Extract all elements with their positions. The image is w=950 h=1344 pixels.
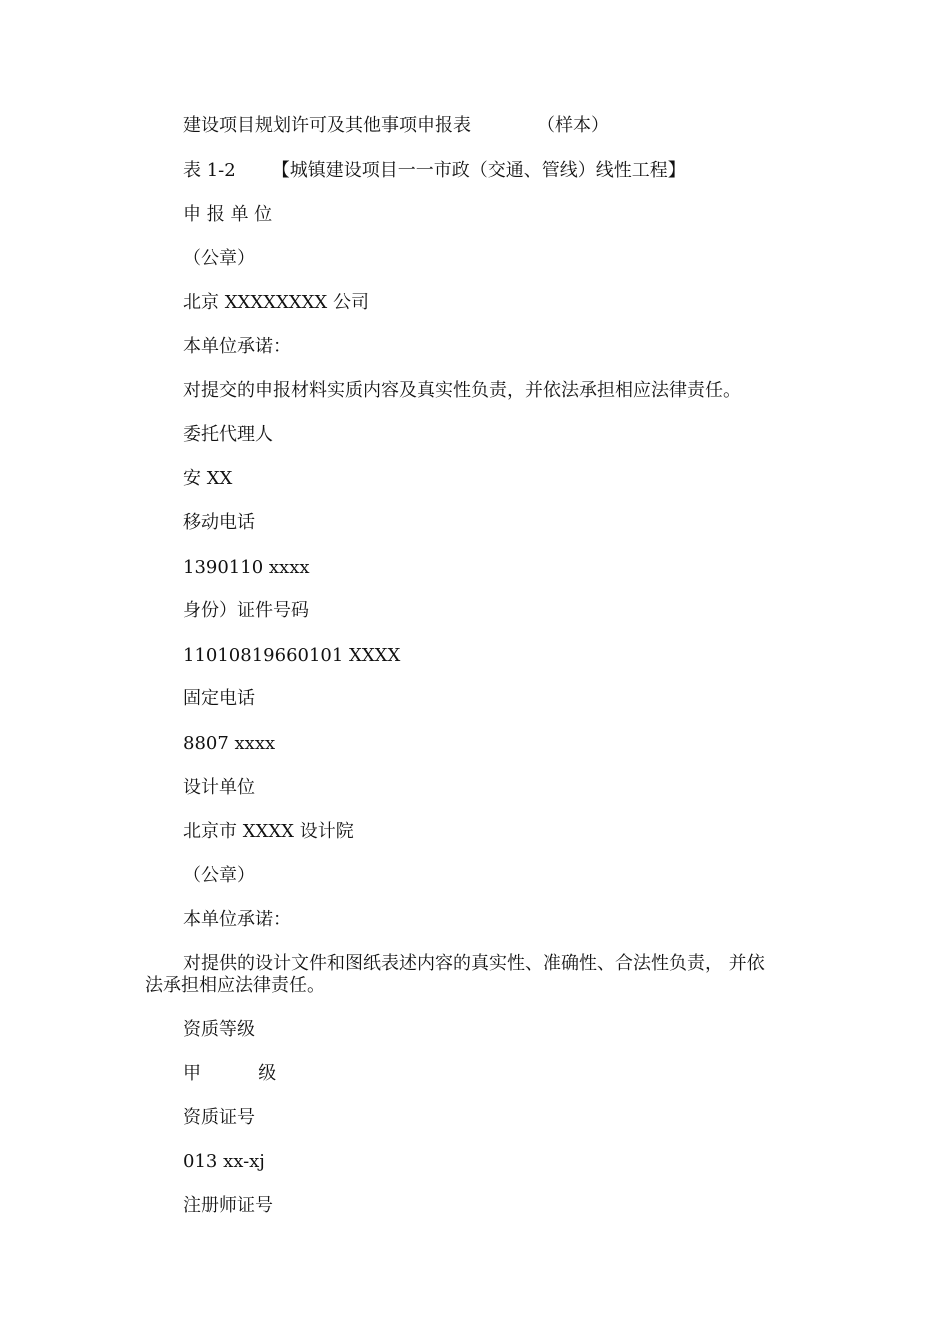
id-label: 身份）证件号码 <box>183 600 309 621</box>
design-unit-name: 北京市 XXXX 设计院 <box>183 821 354 842</box>
landline-value: 8807 xxxx <box>183 733 276 754</box>
applicant-pledge-text: 对提交的申报材料实质内容及真实性负责，并依法承担相应法律责任。 <box>183 380 741 401</box>
design-unit-label: 设计单位 <box>183 777 255 798</box>
form-title-line <box>183 115 609 137</box>
design-seal: （公章） <box>183 865 255 886</box>
design-pledge-line2: 法承担相应法律责任。 <box>145 975 325 996</box>
applicant-seal: （公章） <box>183 248 255 269</box>
agent-label: 委托代理人 <box>183 424 273 445</box>
design-pledge-label: 本单位承诺： <box>183 909 291 930</box>
table-heading-line <box>183 160 686 182</box>
agent-name: 安 XX <box>183 468 233 489</box>
mobile-label: 移动电话 <box>183 512 255 533</box>
table-number: 表 1-2 <box>183 160 236 181</box>
table-category: 【城镇建设项目一一市政（交通、管线）线性工程】 <box>271 160 686 181</box>
qualification-level-value: 甲 级 <box>183 1063 277 1084</box>
id-value: 11010819660101 XXXX <box>183 645 401 666</box>
qualification-cert-value: 013 xx-xj <box>183 1151 265 1172</box>
qualification-level-label: 资质等级 <box>183 1019 255 1040</box>
applicant-label: 申 报 单 位 <box>183 204 273 225</box>
applicant-name: 北京 XXXXXXXX 公司 <box>183 292 369 313</box>
landline-label: 固定电话 <box>183 688 255 709</box>
qualification-cert-label: 资质证号 <box>183 1107 255 1128</box>
mobile-value: 1390110 xxxx <box>183 557 310 578</box>
registered-engineer-label: 注册师证号 <box>183 1195 273 1216</box>
applicant-pledge-label: 本单位承诺： <box>183 336 291 357</box>
design-pledge-line1: 对提供的设计文件和图纸表述内容的真实性、准确性、合法性负责， 并依 <box>183 953 765 974</box>
form-title: 建设项目规划许可及其他事项申报表 <box>183 115 471 136</box>
sample-mark: （样本） <box>537 115 609 136</box>
